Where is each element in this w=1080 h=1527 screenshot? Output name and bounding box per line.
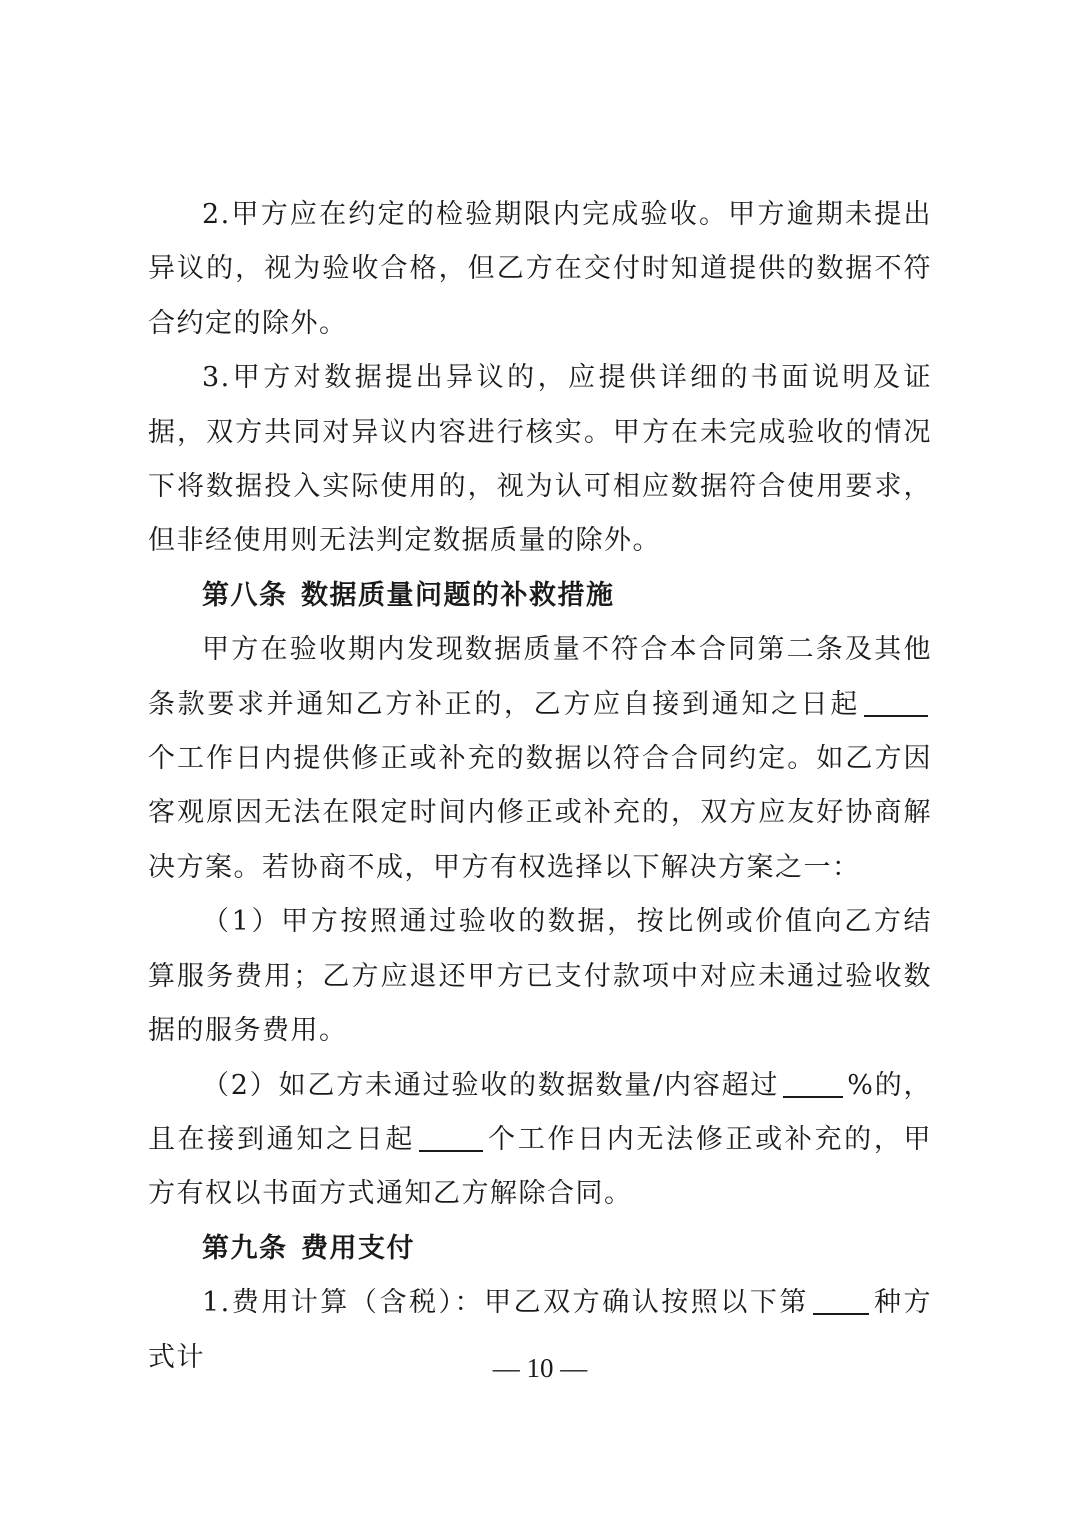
- clause9-number: 第九条: [202, 1232, 288, 1264]
- clause8-option2-part1: （2）如乙方未通过验收的数据数量/内容超过: [202, 1069, 780, 1101]
- fill-blank-workdays[interactable]: [864, 685, 928, 717]
- fill-blank-percent[interactable]: [783, 1066, 843, 1098]
- clause8-heading: [148, 569, 932, 623]
- clause8-intro-part1: 甲方在验收期内发现数据质量不符合本合同第二条及其他条款要求并通知乙方补正的，乙方应自接到通知之日起: [148, 634, 932, 720]
- clause8-title: 数据质量问题的补救措施: [301, 579, 615, 611]
- clause8-intro-part2: 个工作日内提供修正或补充的数据以符合合同约定。如乙方因客观原因无法在限定时间内修正或补充的，双方应友好协商解决方案。若协商不成，甲方有权选择以下解决方案之一：: [148, 743, 932, 883]
- clause9-item1-part2: 种方式计: [148, 1287, 933, 1373]
- page-number: — 10 —: [492, 1353, 588, 1383]
- fill-blank-method[interactable]: [813, 1283, 869, 1315]
- document-page: [148, 188, 932, 1385]
- clause9-item1-part1: 1.费用计算（含税）：甲乙双方确认按照以下第: [202, 1287, 809, 1319]
- fill-blank-days[interactable]: [419, 1120, 483, 1152]
- clause7-item3: 3.甲方对数据提出异议的，应提供详细的书面说明及证据，双方共同对异议内容进行核实。甲方在未完成验收的情况下将数据投入实际使用的，视为认可相应数据符合使用要求，但非经使用则无法判定数据质量的除外。: [148, 362, 932, 557]
- clause8-number: 第八条: [202, 579, 288, 611]
- clause8-option2: [148, 1059, 932, 1222]
- clause7-item2: 2.甲方应在约定的检验期限内完成验收。甲方逾期未提出异议的，视为验收合格，但乙方在交付时知道提供的数据不符合约定的除外。: [148, 199, 932, 339]
- clause8-intro: [148, 623, 932, 895]
- clause9-title: 费用支付: [301, 1232, 415, 1264]
- clause8-option1: （1）甲方按照通过验收的数据，按比例或价值向乙方结算服务费用；乙方应退还甲方已支付款项中对应未通过验收数据的服务费用。: [148, 906, 932, 1047]
- clause9-heading: [148, 1222, 932, 1276]
- clause8-option2-part2: %的，且在接到通知之日起: [148, 1069, 933, 1155]
- clause8-option2-part3: 个工作日内无法修正或补充的，甲方有权以书面方式通知乙方解除合同。: [148, 1123, 932, 1210]
